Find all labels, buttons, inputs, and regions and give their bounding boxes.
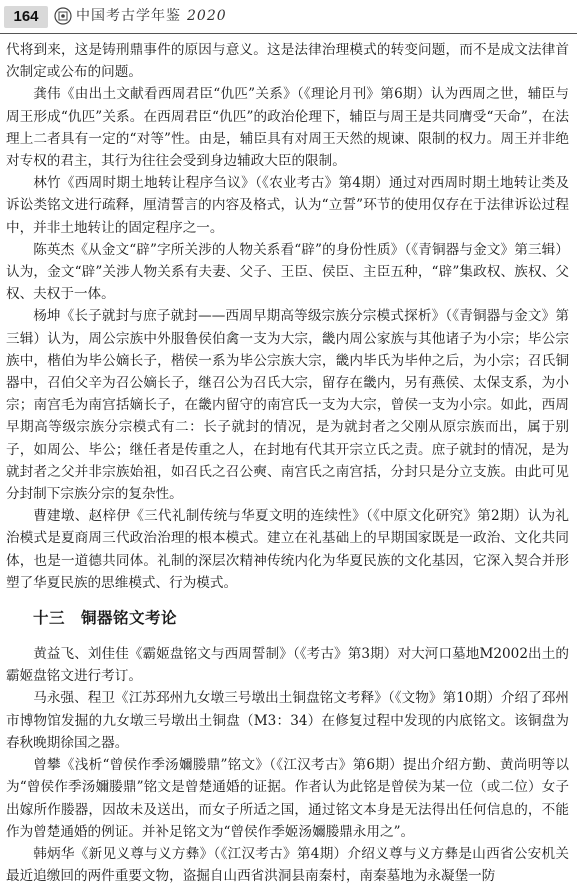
paragraph: 马永强、程卫《江苏邳州九女墩三号墩出土铜盘铭文考释》（《文物》第10期）介绍了邳州市博物馆发掘的九女墩三号墩出土铜盘（M3：34）在修复过程中发现的内底铭文。该铜盘为春秋晚期徐国之器。 <box>6 690 569 751</box>
paragraph: 陈英杰《从金文“辟”字所关涉的人物关系看“辟”的身份性质》（《青铜器与金文》第三辑）认为，金文“辟”关涉人物关系有夫妻、父子、王臣、侯臣、主臣五种，“辟”集政权、族权、父权、夫权于一体。 <box>6 241 569 303</box>
running-head <box>76 7 227 25</box>
paragraph: 龚伟《由出土文献看西周君臣“仇匹”关系》（《理论月刊》第6期）认为西周之世，辅臣与周王形成“仇匹”关系。在西周君臣“仇匹”的政治伦理下，辅臣与周王是共同膺受“天命”，在法理上二者具有一定的“对等”性。由是，辅臣具有对周王天然的规谏、限制的权力。周王并非绝对专权的君主，其行为往往会受到身边辅政大臣的限制。 <box>6 86 569 170</box>
paragraph: 韩炳华《新见义尊与义方彝》（《江汉考古》第4期）介绍义尊与义方彝是山西省公安机关最近追缴回的两件重要文物，盗掘自山西省洪洞县南秦村，南秦墓地为永凝堡一防 <box>6 845 569 885</box>
paragraph: 杨坤《长子就封与庶子就封——西周早期高等级宗族分宗模式探析》（《青铜器与金文》第三辑）认为，周公宗族中外服鲁侯伯禽一支为大宗，畿内周公家族与其他诸子为小宗；毕公宗族中，楷伯为毕公嫡长子，楷侯一系为毕公宗族大宗，畿内毕氏为毕仲之后，为小宗；召氏铜器中，召伯父辛为召公嫡长子，继召公为召氏大宗，留存在畿内，另有燕侯、太保支系，为小宗；南宫毛为南宫括嫡长子，在畿内留守的南宫氏一支为大宗，曾侯一支为小宗。如此，西周早期高等级宗族分宗模式有二：长子就封的情况，是为就封者之父刚从原宗族而出，属于别子，如周公、毕公；继任者是传重之人，在封地有代其开宗立氏之责。庶子就封的情况，是为就封者之父并非宗族始祖，如召氏之召公奭、南宫氏之南宫括，分封只是分立支族。由此可见分封制下宗族分宗的复杂性。 <box>6 308 569 503</box>
header-divider <box>0 33 577 34</box>
page-body <box>6 39 569 887</box>
paragraph-continued: 代将到来，这是铸刑鼎事件的原因与意义。这是法律治理模式的转变问题，而不是成文法律首次制定或公布的问题。 <box>6 42 569 81</box>
section-heading: 十三 铜器铭文考论 <box>33 609 178 628</box>
page-header <box>0 0 577 34</box>
paragraph: 曾攀《浅析“曾侯作季汤嬭媵鼎”铭文》（《江汉考古》第6期）提出介绍方勤、黄尚明等以为“曾侯作季汤嬭媵鼎”铭文是曾楚通婚的证据。作者认为此铭是曾侯为某一位（或二位）女子出嫁所作媵器，因故未及送出，而女子所适之国，通过铭文本身是无法得出任何信息的，不能作为曾楚通婚的例证。并补足铭文为“曾侯作季姬汤嬭媵鼎永用之”。 <box>6 757 569 840</box>
yearbook-title: 中国考古学年鉴 <box>76 8 181 24</box>
paragraph: 林竹《西周时期土地转让程序刍议》（《农业考古》第4期）通过对西周时期土地转让类及诉讼类铭文进行疏释，厘清誓言的内容及格式，认为“立誓”环节的使用仅存在于法律诉讼过程中，并非土地转让的固定程序之一。 <box>6 175 569 236</box>
yearbook-emblem-icon <box>54 7 72 25</box>
yearbook-year: 2020 <box>187 8 227 24</box>
paragraph: 黄益飞、刘佳佳《霸姬盘铭文与西周誓制》（《考古》第3期）对大河口墓地M2002出土的霸姬盘铭文进行考订。 <box>6 646 569 685</box>
page-number: 164 <box>4 6 48 28</box>
paragraph: 曹建墩、赵梓伊《三代礼制传统与华夏文明的连续性》（《中原文化研究》第2期）认为礼治模式是夏商周三代政治治理的根本模式。建立在礼基础上的早期国家既是一政治、文化共同体，也是一道德共同体。礼制的深层次精神传统内化为华夏民族的文化基因，它深入契合并形塑了华夏民族的思维模式、行为模式。 <box>6 508 569 591</box>
